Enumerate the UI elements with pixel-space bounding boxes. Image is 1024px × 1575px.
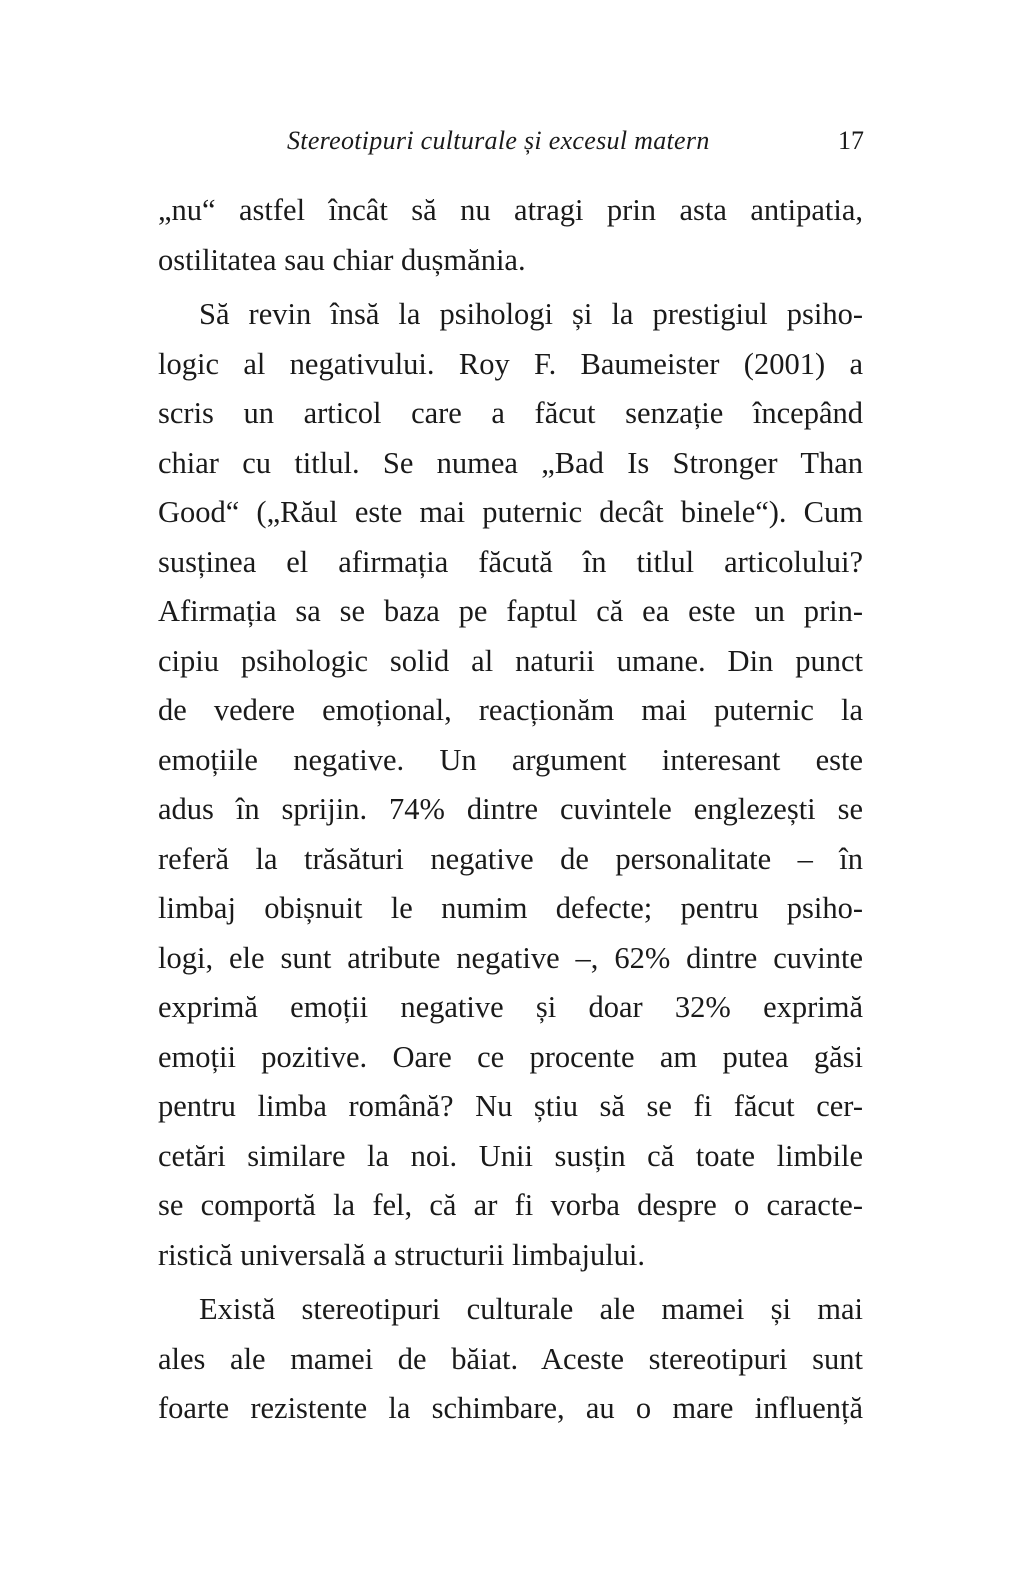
text-line: adus în sprijin. 74% dintre cuvintele englezești se [158, 792, 863, 826]
text-line: de vedere emoțional, reacționăm mai puternic la [158, 693, 863, 727]
text-line: cetări similare la noi. Unii susțin că toate limbile [158, 1138, 863, 1173]
text-line: ales ale mamei de băiat. Aceste stereotipuri sunt [158, 1341, 863, 1376]
paragraph [158, 1285, 863, 1434]
text-line: ostilitatea sau chiar dușmănia. [158, 242, 526, 277]
text-line: ristică universală a structurii limbajului. [158, 1237, 646, 1272]
text-line: Afirmația sa se baza pe faptul că ea este un prin- [158, 594, 863, 628]
body-text [158, 186, 863, 1434]
text-line: se comportă la fel, că ar fi vorba despre o caracte- [158, 1188, 863, 1222]
text-line: exprimă emoții negative și doar 32% exprimă [158, 990, 863, 1024]
paragraph [158, 290, 863, 1280]
text-line: limbaj obișnuit le numim defecte; pentru psiho- [158, 891, 863, 925]
text-line: Să revin însă la psihologi și la prestigiul psiho- [199, 297, 863, 331]
text-line: chiar cu titlul. Se numea „Bad Is Stronger Than [158, 445, 863, 480]
text-line: emoții pozitive. Oare ce procente am putea găsi [158, 1039, 863, 1074]
text-line: pentru limba română? Nu știu să se fi făcut cer- [158, 1089, 863, 1123]
text-line: foarte rezistente la schimbare, au o mare influență [158, 1391, 863, 1425]
running-head [0, 120, 1024, 160]
text-line: cipiu psihologic solid al naturii umane. Din punct [158, 643, 863, 678]
text-line: referă la trăsături negative de personalitate – în [158, 841, 863, 876]
text-line: „nu“ astfel încât să nu atragi prin asta antipatia, [158, 193, 863, 227]
paragraph [158, 186, 863, 285]
text-line: Good“ („Răul este mai puternic decât binele“). Cum [158, 495, 863, 529]
page-number: 17 [838, 126, 864, 155]
text-line: emoțiile negative. Un argument interesant este [158, 742, 863, 777]
text-line: logic al negativului. Roy F. Baumeister (2001) a [158, 346, 863, 381]
text-line: Există stereotipuri culturale ale mamei și mai [199, 1292, 863, 1326]
text-line: scris un articol care a făcut senzație începând [158, 396, 863, 430]
running-title: Stereotipuri culturale și excesul matern [287, 126, 710, 155]
text-line: susținea el afirmația făcută în titlul articolului? [158, 544, 863, 579]
text-line: logi, ele sunt atribute negative –, 62% dintre cuvinte [158, 940, 863, 975]
